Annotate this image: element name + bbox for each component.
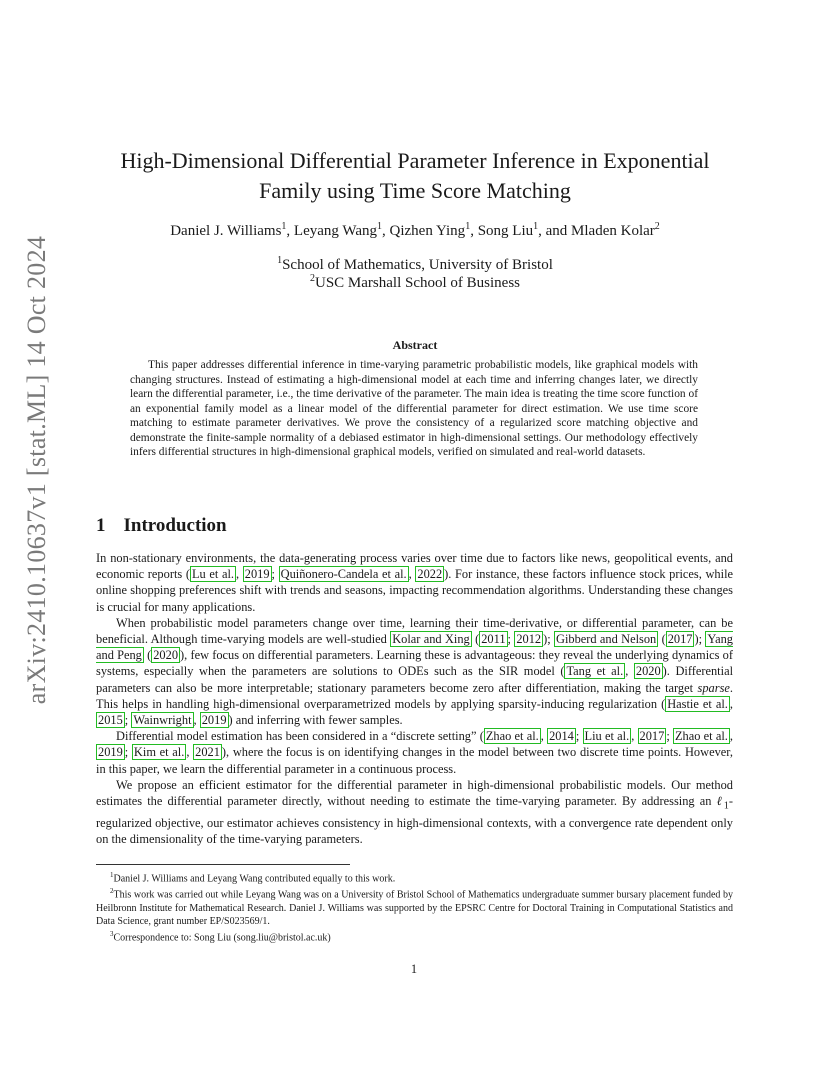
text-run: ); <box>694 632 706 647</box>
text-run: ; <box>271 567 279 582</box>
paragraph <box>96 550 733 615</box>
footnote-text: This work was carried out while Leyang Wang was on a University of Bristol School of Mathematics undergraduate summer bursary placement funded by Heilbronn Institute for Mathematical Research. Daniel J. Williams was supported by the EPSRC Centre for Doctoral Training in Computational Statistics and Data Science, grant number EP/S023569/1. <box>96 889 733 927</box>
text-run: . This helps in handling high-dimensional overparametrized models by applying sparsity-inducing regularization ( <box>96 680 733 711</box>
citation-link[interactable]: Yang and Peng <box>96 632 733 663</box>
author-separator: , and <box>538 223 572 239</box>
footnotes <box>96 869 733 944</box>
text-run: ; <box>666 729 673 744</box>
arxiv-stamp <box>10 235 64 705</box>
author-list <box>90 221 740 240</box>
citation-link[interactable]: 2020 <box>153 648 179 663</box>
subscript-text: 1 <box>723 800 729 812</box>
citation-link[interactable]: Zhao et al. <box>674 729 728 744</box>
citation-link[interactable]: 2015 <box>98 713 123 728</box>
text-run: ; <box>124 713 132 728</box>
arxiv-stamp-text: arXiv:2410.10637v1 [stat.ML] 14 Oct 2024 <box>22 235 52 705</box>
body-text <box>96 550 733 847</box>
citation-link[interactable]: Quiñonero-Candela et al. <box>280 567 407 582</box>
affiliation-2-marker: 2 <box>309 273 315 284</box>
citation-link[interactable]: 2019 <box>201 713 227 728</box>
paragraph <box>96 728 733 777</box>
text-run: In non-stationary environments, the data-generating process varies over time due to factors like news, geopolitical events, and economic reports ( <box>96 551 733 582</box>
text-run: , <box>631 729 638 744</box>
text-run: ). Differential parameters can also be more interpretable; stationary parameters become zero after differentiation, making the target <box>96 664 734 695</box>
footnote-marker: 1 <box>110 871 114 879</box>
citation-link[interactable]: Tang et al. <box>566 664 624 679</box>
text-run: , <box>186 745 194 760</box>
abstract-text: This paper addresses differential inference in time-varying parametric probabilistic models, like graphical models with changing structures. Instead of estimating a high-dimensional model at each time and inferring changes later, we directly learn the differential parameter, i.e., the time derivative of the parameter. The main idea is treating the time score function of an exponential family model as a linear model of the differential parameter for direct estimation. We use time score matching to estimate parameter derivatives. We prove the consistency of a regularized score matching objective and demonstrate the finite-sample normality of a debiased estimator in high-dimensional settings. Our methodology effectively infers differential structures in high-dimensional graphical models, verified on simulated and real-world datasets. <box>130 359 698 458</box>
citation-link[interactable]: 2017 <box>667 632 693 647</box>
text-run: ; <box>575 729 583 744</box>
paper-title: High-Dimensional Differential Parameter Inference in Exponential Family using Time Score Matching <box>120 148 710 203</box>
footnote-2 <box>96 885 733 927</box>
text-run: , <box>193 713 200 728</box>
citation-link[interactable]: Hastie et al. <box>667 696 728 711</box>
text-run: , <box>540 729 548 744</box>
citation-link[interactable]: Wainwright <box>133 713 192 728</box>
affiliation-1-marker: 1 <box>277 255 283 266</box>
author-name: Qizhen Ying <box>389 223 466 239</box>
author-name: Leyang Wang <box>293 223 377 239</box>
citation-link[interactable]: 2012 <box>516 632 542 647</box>
text-run: ( <box>143 648 152 663</box>
author-separator: , <box>286 223 294 239</box>
citation-link[interactable]: Lu et al. <box>191 567 235 582</box>
author-name: Song Liu <box>477 223 534 239</box>
paragraph <box>96 615 733 728</box>
author-affiliation-marker: 1 <box>377 221 382 232</box>
text-run: , <box>408 567 416 582</box>
citation-link[interactable]: Kolar and Xing <box>392 632 470 647</box>
text-run: ) and inferring with fewer samples. <box>228 713 403 728</box>
citation-link[interactable]: Gibberd and Nelson <box>556 632 657 647</box>
text-run: ( <box>658 632 666 647</box>
text-run: ; <box>507 632 515 647</box>
author-name: Daniel J. Williams <box>170 223 282 239</box>
section-title-text: Introduction <box>123 515 227 536</box>
footnote-1 <box>96 869 733 885</box>
affiliation-2 <box>90 273 740 292</box>
text-run: ( <box>471 632 480 647</box>
text-run: , <box>729 696 733 711</box>
citation-link[interactable]: Zhao et al. <box>485 729 539 744</box>
text-run: ), few focus on differential parameters. Learning these is advantageous: they reveal the underlying dynamics of systems, especially when the parameters are solutions to ODEs such as the SIR model ( <box>96 648 733 679</box>
author-separator: , <box>470 223 478 239</box>
abstract-heading: Abstract <box>392 338 438 352</box>
citation-link[interactable]: 2019 <box>244 567 270 582</box>
affiliation-1 <box>90 255 740 274</box>
citation-link[interactable]: Kim et al. <box>133 745 185 760</box>
text-run: ), where the focus is on identifying changes in the model between two discrete time points. However, in this paper, we learn the differential parameter in a continuous process. <box>96 745 733 776</box>
footnote-text: Correspondence to: Song Liu (song.liu@bristol.ac.uk) <box>113 931 331 943</box>
page-number: 1 <box>410 962 418 976</box>
section-number: 1 <box>96 515 106 536</box>
footnote-text: Daniel J. Williams and Leyang Wang contributed equally to this work. <box>113 873 396 885</box>
affiliation-2-text: USC Marshall School of Business <box>314 275 520 291</box>
affiliation-1-text: School of Mathematics, University of Bristol <box>282 257 553 273</box>
footnote-marker: 3 <box>110 929 114 938</box>
citation-link[interactable]: Liu et al. <box>584 729 630 744</box>
citation-link[interactable]: 2020 <box>635 664 661 679</box>
author-affiliation-marker: 1 <box>281 221 287 232</box>
citation-link[interactable]: 2011 <box>481 632 506 647</box>
text-run: , <box>236 567 243 582</box>
text-run: ). For instance, these factors influence stock prices, while online shopping preferences shift with trends and seasons, impacting recommendation algorithms. Understanding these changes is crucial for many applications. <box>96 567 734 614</box>
author-affiliation-marker: 2 <box>654 221 660 232</box>
text-run: , <box>625 664 634 679</box>
text-run: , <box>729 729 733 744</box>
text-run: ); <box>543 632 554 647</box>
paragraph <box>96 777 733 847</box>
author-separator: , <box>382 223 390 239</box>
footnote-3 <box>96 928 733 944</box>
text-run: -regularized objective, our estimator achieves consistency in high-dimensional contexts, with a convergence rate dependent only on the dimensionality of the time-varying parameters. <box>96 794 733 846</box>
author-affiliation-marker: 1 <box>533 221 539 232</box>
section-heading <box>96 515 227 537</box>
footnote-rule <box>96 864 350 865</box>
author-affiliation-marker: 1 <box>465 221 471 232</box>
citation-link[interactable]: 2017 <box>639 729 665 744</box>
footnote-marker: 2 <box>110 887 114 896</box>
emphasis-text: ℓ <box>716 794 724 809</box>
citation-link[interactable]: 2014 <box>549 729 574 744</box>
author-name: Mladen Kolar <box>571 223 655 239</box>
text-run: We propose an efficient estimator for the differential parameter in high-dimensional probabilistic models. Our method estimates the differential parameter directly, without needing to estimate the time-varying parameter. By addressing an <box>96 777 733 809</box>
text-run: ; <box>124 745 132 760</box>
citation-link[interactable]: 2019 <box>98 745 123 760</box>
emphasis-text: sparse <box>697 680 730 695</box>
text-run: Differential model estimation has been considered in a “discrete setting” ( <box>116 729 484 744</box>
text-run: When probabilistic model parameters change over time, learning their time-derivative, or differential parameter, can be beneficial. Although time-varying models are well-studied <box>96 615 733 647</box>
citation-link[interactable]: 2022 <box>417 567 443 582</box>
citation-link[interactable]: 2021 <box>195 745 220 760</box>
